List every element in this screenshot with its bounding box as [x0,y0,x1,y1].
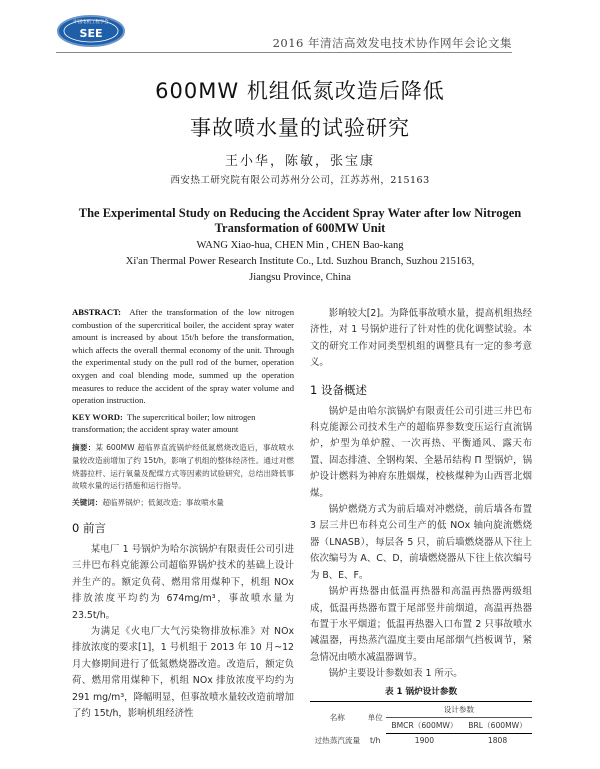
abstract-text: After the transformation of the low nitrogen combustion of the supercritical boiler, the accident spray water amount is increased by about 15t/h before the transformation, which affects the overall thermal economy of the unit. Through the experimental study on the pull rod of the burner, operation oxygen and coal blending mode, summed up the operation measures to reduce the accident of the spray water volume and operation instruction. [72,307,294,406]
table-cell-brl: 1808 [487,736,508,746]
title-cn-line2: 事故喷水量的试验研究 [190,116,410,140]
abstract-cn-text: 某 600MW 超临界直流锅炉经低氮燃烧改造后，事故喷水量较改造前增加了约 15t/h，影响了机组的整体经济性。通过对燃烧器拉杆、运行氧量及配煤方式等因素的试验研究，总结出降低事故喷水量的运行措施和运行指导。 [72,442,294,491]
table-cell-bmcr: 1900 [414,736,435,746]
table-cell-unit: t/h [370,736,381,746]
affiliation-en-line1: Xi'an Thermal Power Research Institute Co., Ltd. Suzhou Branch, Suzhou 215163, [125,256,475,267]
left-column [72,306,294,722]
authors-cn: 王小华，陈敏，张宝康 [224,154,375,169]
keywords-en [72,411,294,436]
table-header-bmcr: BMCR（600MW） [386,717,463,733]
keywords-cn [72,497,294,510]
table-cell-name: 过热蒸汽流量 [314,736,361,746]
intro-paragraph-2: 为满足《火电厂大气污染物排放标准》对 NOx 排放浓度的要求[1]，1 号机组于 2013 年 10 月~12 月大修期间进行了低氮燃烧器改造。改造后，额定负荷、燃用常用煤种下，机组 NOx 排放浓度平均约为 291 mg/m³，降幅明显，但事故喷水量较改造前增加了约 15t/h，影响机组经济性 [72,625,294,719]
table-title: 表 1 锅炉设计参数 [384,686,458,697]
logo-caption: 中国电机工程学会 [73,20,109,25]
keywords-label: KEY WORD: [72,411,123,422]
affiliation-en-line2: Jiangsu Province, China [249,272,351,283]
title-cn-line1: 600MW 机组低氮改造后降低 [155,79,445,103]
table-header-design: 设计参数 [386,701,532,717]
header-rule [56,52,512,53]
equipment-paragraph-2: 锅炉燃烧方式为前后墙对冲燃烧，前后墙各布置 3 层三井巴布科克公司生产的低 NOx 轴向旋流燃烧器（LNASB），每层各 5 只，前后墙燃烧器从下往上依次编号为 A、C、D，前墙燃烧器从下往上依次编号为 B、E、F。 [310,504,532,581]
logo-text: SEE [79,27,103,40]
table-header-item: 名称 [310,701,365,733]
affiliation-cn: 西安热工研究院有限公司苏州分公司，江苏苏州，215163 [170,175,430,186]
keywords-text: The supercritical boiler; low nitrogen transformation; the accident spray water amount [72,411,256,435]
equipment-paragraph-3: 锅炉再热器由低温再热器和高温再热器两级组成，低温再热器布置于尾部竖井前烟道，高温再热器布置于水平烟道；低温再热器入口布置 2 只事故喷水减温器，再热蒸汽温度主要由尾部烟气挡板调节，紧急情况由喷水减温器调节。 [310,586,532,663]
equipment-paragraph-4: 锅炉主要设计参数如表 1 所示。 [328,668,463,680]
abstract-cn-label: 摘要： [72,442,96,452]
section-heading-equipment: 1 设备概述 [310,382,367,397]
keywords-cn-text: 超临界锅炉；低氮改造；事故喷水量 [102,498,224,508]
keywords-cn-label: 关键词： [72,498,103,508]
conference-logo [56,14,126,48]
intro-paragraph-1: 某电厂 1 号锅炉为哈尔滨锅炉有限责任公司引进三井巴布科克能源公司超临界锅炉技术的基础上设计并生产的。额定负荷、燃用常用煤种下，机组 NOx 排放浓度平均约为 674mg/m³，事故喷水量为 23.5t/h。 [72,543,294,621]
conference-header: 2016 年清洁高效发电技术协作网年会论文集 [272,36,512,50]
intro-paragraph-3: 影响较大[2]。为降低事故喷水量，提高机组热经济性，对 1 号锅炉进行了针对性的优化调整试验。本文的研究工作对同类型机组的调整具有一定的参考意义。 [310,308,532,369]
title-en: The Experimental Study on Reducing the Accident Spray Water after low Nitrogen Transformation of 600MW Unit [78,206,522,235]
section-heading-intro: 0 前言 [72,520,106,535]
abstract-cn [72,442,294,493]
abstract-label: ABSTRACT: [72,307,122,317]
authors-en: WANG Xiao-hua, CHEN Min , CHEN Bao-kang [196,240,404,251]
table-header-unit: 单位 [365,701,386,733]
boiler-design-table [310,701,532,749]
equipment-paragraph-1: 锅炉是由哈尔滨锅炉有限责任公司引进三井巴布科克能源公司技术生产的超临界参数变压运行直流锅炉，炉型为单炉膛、一次再热、平衡通风、露天布置、固态排渣、全钢构架、全悬吊结构 Π 型锅炉，锅炉设计燃料为神府东胜烟煤，校核煤种为山西晋北烟煤。 [310,405,532,499]
table-header-brl: BRL（600MW） [463,717,532,733]
abstract-en [72,306,294,407]
right-column [310,306,532,748]
table-row [310,733,532,748]
